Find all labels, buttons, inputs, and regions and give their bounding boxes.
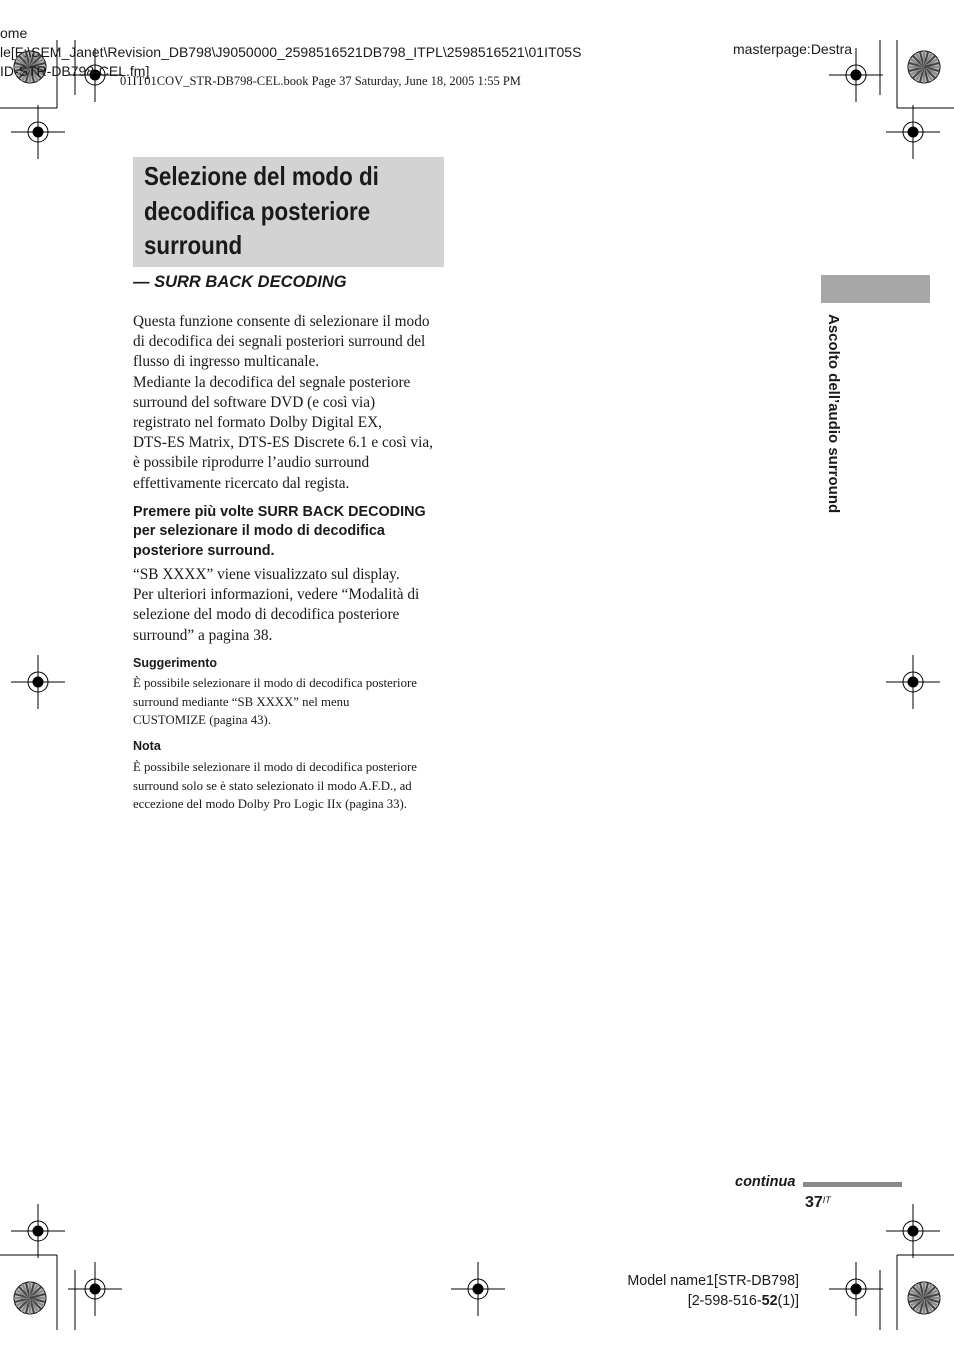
model-code-prefix: [2-598-516- [687,1293,762,1309]
continua-bar [803,1182,902,1187]
crosshair-mark [886,655,940,709]
text-line: effettivamente ricercato dal regista. [133,474,350,492]
text-line: DTS-ES Matrix, DTS-ES Discrete 6.1 e così via, [133,434,433,452]
text-line: Per ulteriori informazioni, vedere “Modalità di [133,586,420,604]
text-line: surround mediante “SB XXXX” nel menu [133,694,350,709]
color-wheel-mark [14,1282,46,1314]
text-line: registrato nel formato Dolby Digital EX, [133,414,382,432]
file-path-line-1: ome [0,25,28,41]
page-number [805,1194,831,1212]
crosshair-mark [829,1262,883,1316]
crosshair-mark [11,105,65,159]
continua-label: continua [735,1174,796,1190]
crosshair-mark [886,1204,940,1258]
title-line-1: Selezione del modo di [144,161,379,191]
text-line: surround del software DVD (e così via) [133,393,376,411]
model-line-2 [590,1291,799,1311]
page-number-suffix: IT [822,1195,831,1205]
text-line: surround solo se è stato selezionato il modo A.F.D., ad [133,778,412,793]
book-info-line: 01IT01COV_STR-DB798-CEL.book Page 37 Saturday, June 18, 2005 1:55 PM [120,74,521,88]
tip-heading: Suggerimento [133,656,218,670]
page-title [144,159,436,263]
intro-paragraph [133,312,449,494]
instruction-step [133,503,453,561]
section-tab [821,275,930,303]
model-code-bold: 52 [761,1293,778,1309]
note-text [133,758,453,814]
text-line: È possibile selezionare il modo di decodifica posteriore [133,676,417,690]
title-line-2: decodifica posteriore [144,195,371,226]
crosshair-mark [451,1262,505,1316]
text-line: per selezionare il modo di decodifica [133,523,385,540]
text-line: “SB XXXX” viene visualizzato sul display. [133,566,400,583]
model-code-suffix: (1)] [777,1293,799,1309]
text-line: Mediante la decodifica del segnale posteriore [133,373,411,391]
tip-text [133,674,453,730]
note-heading: Nota [133,739,161,753]
file-path-line-3: ID-STR-DB798-CEL.fm] [0,63,150,79]
section-subtitle: — SURR BACK DECODING [133,273,347,291]
title-line-3: surround [144,230,243,260]
text-line: posteriore surround. [133,542,275,559]
crosshair-mark [886,105,940,159]
color-wheel-mark [908,1282,940,1314]
file-path-line-2: le[F:\SEM_Janet\Revision_DB798\J9050000_2598516521DB798_ITPL\2598516521\01IT05S [0,44,582,60]
color-wheel-mark [908,51,940,83]
model-line-1: Model name1[STR-DB798] [627,1273,799,1289]
model-info [590,1271,799,1311]
text-line: eccezione del modo Dolby Pro Logic IIx (pagina 33). [133,797,407,811]
crosshair-mark [68,1262,122,1316]
crosshair-mark [11,655,65,709]
result-paragraph [133,565,449,646]
text-line: flusso di ingresso multicanale. [133,353,320,371]
page-number-value: 37 [805,1194,823,1211]
text-line: di decodifica dei segnali posteriori surround del [133,333,426,351]
text-line: selezione del modo di decodifica posteriore [133,606,400,624]
masterpage-label: masterpage:Destra [733,41,853,57]
section-side-label: Ascolto dell’audio surround [825,314,842,514]
text-line: Questa funzione consente di selezionare il modo [133,313,430,330]
text-line: è possibile riprodurre l’audio surround [133,454,370,472]
crosshair-mark [11,1204,65,1258]
text-line: CUSTOMIZE (pagina 43). [133,713,272,727]
text-line: surround” a pagina 38. [133,626,273,644]
text-line: Premere più volte SURR BACK DECODING [133,504,426,520]
text-line: È possibile selezionare il modo di decodifica posteriore [133,760,417,774]
title-box [133,157,444,267]
